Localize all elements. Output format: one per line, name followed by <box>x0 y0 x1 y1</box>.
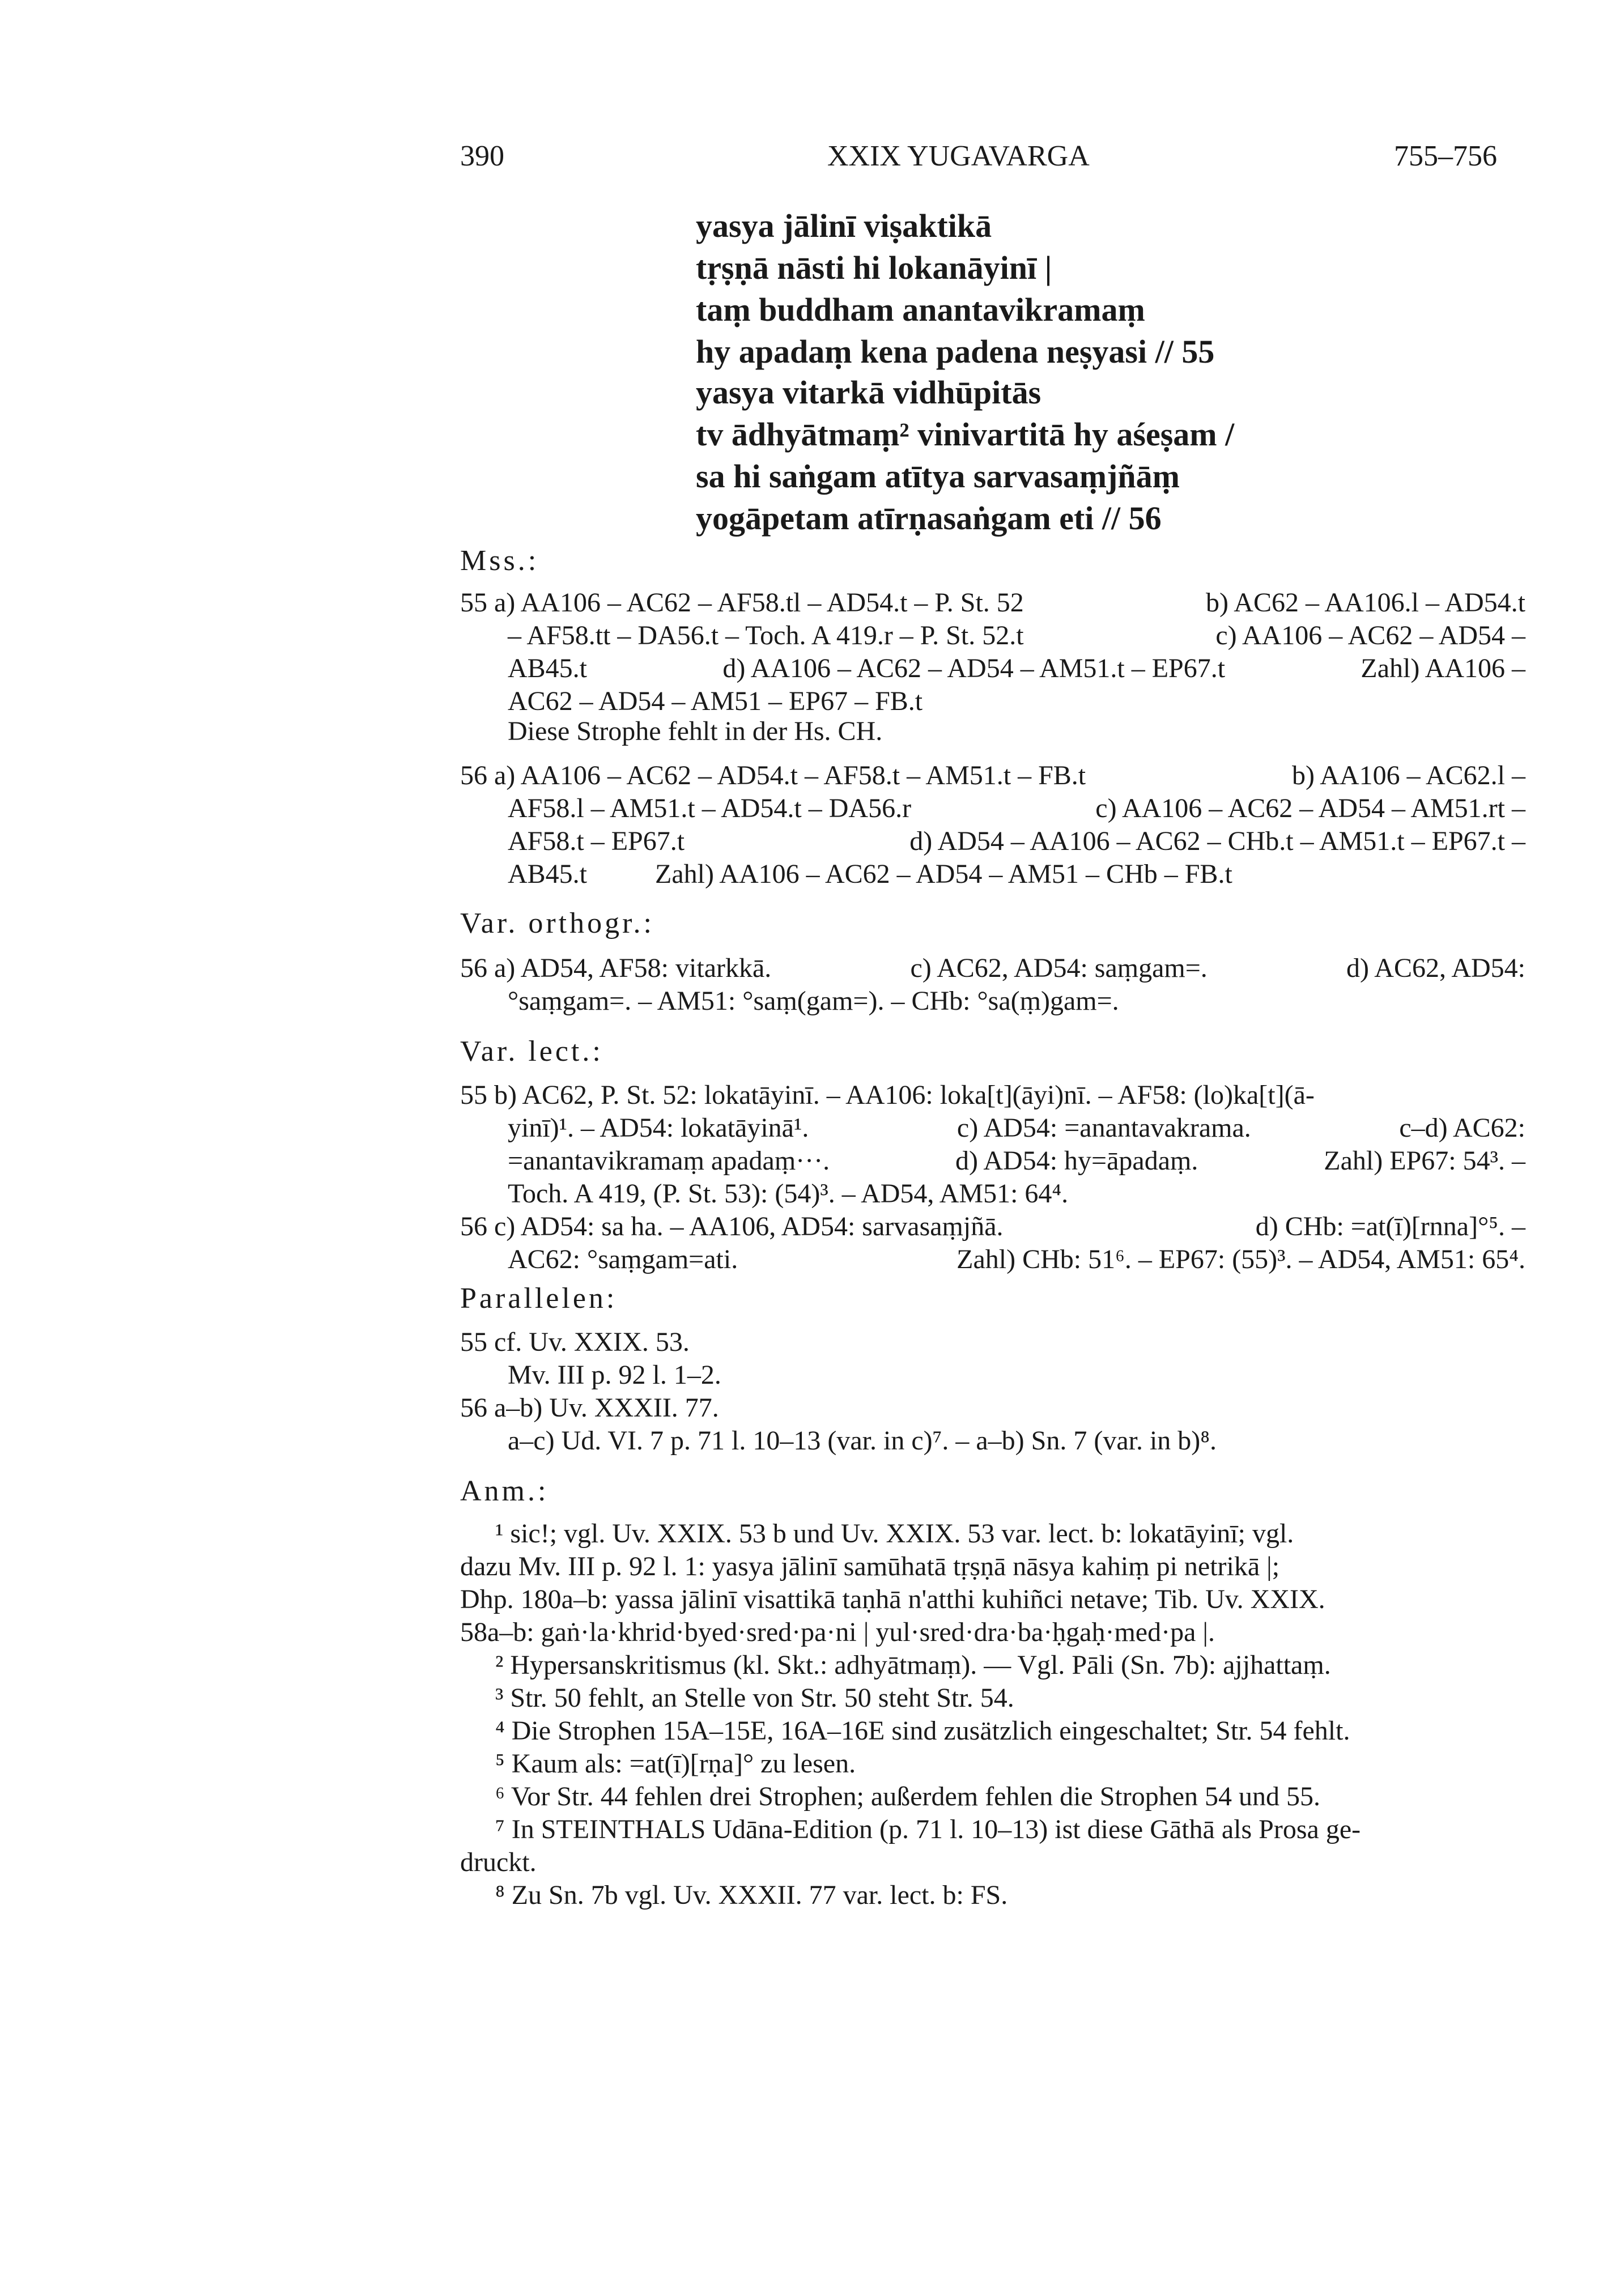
footnote-3: ³ Str. 50 fehlt, an Stelle von Str. 50 steht Str. 54. <box>495 1683 1014 1713</box>
verse-55 <box>696 205 1214 373</box>
mss-line: AC62 – AD54 – AM51 – EP67 – FB.t <box>508 686 923 716</box>
footnote-2: ² Hypersanskritismus (kl. Skt.: adhyātmaṃ). — Vgl. Pāli (Sn. 7b): ajjhattaṃ. <box>495 1650 1331 1680</box>
footnotes <box>460 1517 1525 1912</box>
verse-line: hy apadaṃ kena padena neṣyasi // 55 <box>696 333 1215 370</box>
footnote-8: ⁸ Zu Sn. 7b vgl. Uv. XXXII. 77 var. lect. b: FS. <box>495 1880 1008 1910</box>
page-number: 390 <box>460 140 504 172</box>
verse-line: yogāpetam atīrṇasaṅgam eti // 56 <box>696 500 1162 537</box>
parallel-line: 56 a–b) Uv. XXXII. 77. <box>460 1393 719 1423</box>
mss-line: AB45.t Zahl) AA106 – AC62 – AD54 – AM51 – CHb – FB.t <box>508 859 1232 889</box>
section-heading-var-orthogr: Var. orthogr.: <box>460 907 654 939</box>
mss-line: 56 a) AA106 – AC62 – AD54.t – AF58.t – AM51.t – FB.t b) AA106 – AC62.l – <box>460 760 1525 790</box>
footnote-7: ⁷ In STEINTHALS Udāna-Edition (p. 71 l. 10–13) ist diese Gāthā als Prosa ge- druckt. <box>460 1814 1361 1877</box>
section-heading-parallelen: Parallelen: <box>460 1282 618 1315</box>
footnote-5: ⁵ Kaum als: =at(ī)[rṇa]° zu lesen. <box>495 1749 856 1779</box>
parallelen <box>460 1326 1525 1457</box>
var-orthogr-56 <box>460 952 1525 1018</box>
section-heading-mss: Mss.: <box>460 545 539 577</box>
var-lect-line: yinī)¹. – AD54: lokatāyinā¹. c) AD54: =anantavakrama. c–d) AC62: <box>508 1113 1525 1143</box>
var-lect-line: 56 c) AD54: sa ha. – AA106, AD54: sarvasaṃjñā. d) CHb: =at(ī)[rnna]°⁵. – <box>460 1211 1525 1241</box>
verse-line: sa hi saṅgam atītya sarvasaṃjñāṃ <box>696 458 1180 495</box>
var-orthogr-line: 56 a) AD54, AF58: vitarkkā. c) AC62, AD54: saṃgam=. d) AC62, AD54: <box>460 953 1525 983</box>
mss-56 <box>460 759 1525 891</box>
verse-56 <box>696 372 1234 539</box>
var-lect <box>460 1079 1525 1276</box>
mss-line: AF58.l – AM51.t – AD54.t – DA56.r c) AA106 – AC62 – AD54 – AM51.rt – <box>508 793 1525 823</box>
var-orthogr-line: °saṃgam=. – AM51: °saṃ(gam=). – CHb: °sa(ṃ)gam=. <box>508 986 1119 1016</box>
verse-line: tṛṣṇā nāsti hi lokanāyinī | <box>696 249 1052 286</box>
mss-55 <box>460 586 1525 718</box>
var-lect-line: =anantavikramaṃ apadaṃ···. d) AD54: hy=āpadaṃ. Zahl) EP67: 54³. – <box>508 1146 1525 1176</box>
var-lect-line: AC62: °saṃgam=ati. Zahl) CHb: 51⁶. – EP67: (55)³. – AD54, AM51: 65⁴. <box>508 1244 1525 1274</box>
section-heading-var-lect: Var. lect.: <box>460 1035 603 1068</box>
footnote-4: ⁴ Die Strophen 15A–15E, 16A–16E sind zusätzlich eingeschaltet; Str. 54 fehlt. <box>495 1716 1350 1746</box>
parallel-line: Mv. III p. 92 l. 1–2. <box>508 1360 721 1390</box>
verse-range: 755–756 <box>1394 140 1497 172</box>
footnote-1: ¹ sic!; vgl. Uv. XXIX. 53 b und Uv. XXIX. 53 var. lect. b: lokatāyinī; vgl. dazu Mv. III p. 92 l. 1: yasya jālinī samūhatā tṛṣṇā nāsya kahiṃ pi netrikā |; Dhp. 180a–b: yassa jālinī visattikā taṇhā n'atthi kuhiñci netave; Tib. Uv. XXIX. 58a–b: gaṅ·la·khrid·byed·sred·pa·ni | yul·sred·dra·ba·ḥgaḥ·med·pa |. <box>460 1519 1325 1647</box>
mss-55-note: Diese Strophe fehlt in der Hs. CH. <box>508 716 883 746</box>
verse-line: tv ādhyātmaṃ² vinivartitā hy aśeṣam / <box>696 416 1235 453</box>
footnote-6: ⁶ Vor Str. 44 fehlen drei Strophen; außerdem fehlen die Strophen 54 und 55. <box>495 1781 1321 1812</box>
verse-line: yasya jālinī viṣaktikā <box>696 207 992 244</box>
parallel-line: a–c) Ud. VI. 7 p. 71 l. 10–13 (var. in c)⁷. – a–b) Sn. 7 (var. in b)⁸. <box>508 1426 1217 1456</box>
chapter-title: XXIX YUGAVARGA <box>827 140 1090 172</box>
verse-line: yasya vitarkā vidhūpitās <box>696 374 1041 411</box>
section-heading-anm: Anm.: <box>460 1475 549 1507</box>
mss-line: AF58.t – EP67.t d) AD54 – AA106 – AC62 – CHb.t – AM51.t – EP67.t – <box>508 826 1525 856</box>
var-lect-line: Toch. A 419, (P. St. 53): (54)³. – AD54, AM51: 64⁴. <box>508 1179 1069 1209</box>
var-lect-line: 55 b) AC62, P. St. 52: lokatāyinī. – AA106: loka[t](āyi)nī. – AF58: (lo)ka[t](ā- <box>460 1080 1315 1110</box>
parallel-line: 55 cf. Uv. XXIX. 53. <box>460 1327 690 1357</box>
mss-line: – AF58.tt – DA56.t – Toch. A 419.r – P. St. 52.t c) AA106 – AC62 – AD54 – <box>508 620 1525 650</box>
verse-line: taṃ buddham anantavikramaṃ <box>696 291 1145 328</box>
mss-line: AB45.t d) AA106 – AC62 – AD54 – AM51.t – EP67.t Zahl) AA106 – <box>508 653 1525 683</box>
mss-line: 55 a) AA106 – AC62 – AF58.tl – AD54.t – P. St. 52 b) AC62 – AA106.l – AD54.t <box>460 588 1525 618</box>
